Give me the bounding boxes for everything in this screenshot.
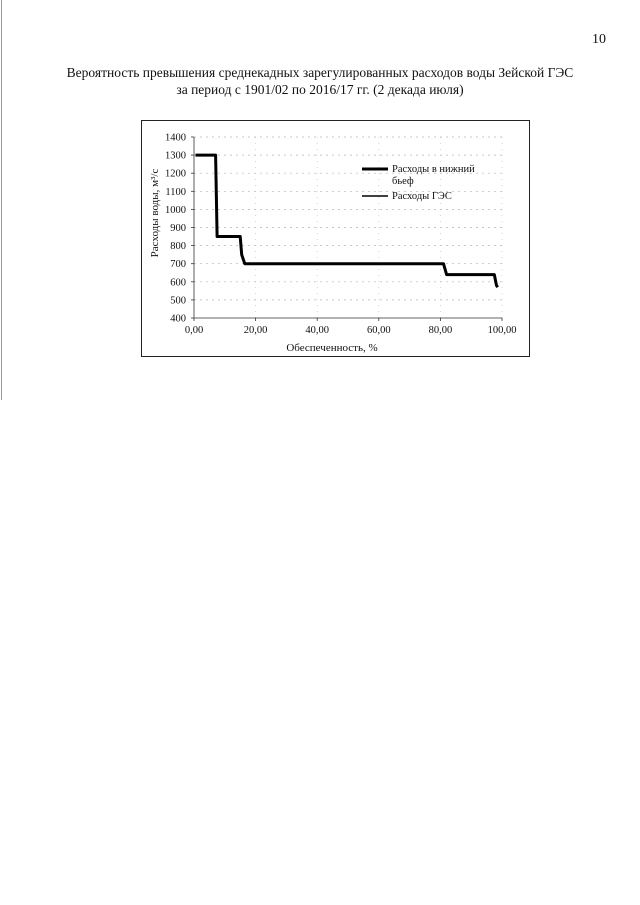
y-tick-label: 900 [170, 223, 186, 234]
x-tick-label: 60,00 [366, 325, 391, 336]
legend-label-series-2: Расходы ГЭС [392, 191, 452, 202]
x-tick-label: 100,00 [487, 325, 517, 336]
y-tick-label: 1100 [165, 186, 186, 198]
chart-title-line-2: за период с 1901/02 по 2016/17 гг. (2 декада июля) [176, 82, 464, 97]
chart-svg [142, 121, 529, 356]
y-tick-label: 700 [170, 259, 186, 271]
x-axis-label: Обеспеченность, % [286, 342, 378, 354]
y-tick-label: 800 [170, 241, 186, 253]
x-tick-label: 0,00 [184, 325, 204, 336]
legend [362, 164, 477, 202]
page-number: 10 [592, 32, 606, 47]
x-tick-labels [185, 318, 517, 336]
x-tick-label: 40,00 [305, 325, 330, 336]
legend-label-series-1-part-1: Расходы в нижний [392, 164, 475, 175]
y-tick-label: 600 [170, 277, 186, 289]
y-tick-label: 500 [170, 295, 186, 307]
y-tick-label: 1300 [165, 150, 186, 162]
y-tick-label: 1200 [165, 168, 186, 180]
x-tick-label: 80,00 [428, 325, 453, 336]
legend-label-series-1 [392, 164, 477, 187]
chart-title [40, 64, 600, 98]
y-tick-labels [165, 133, 194, 325]
chart-frame [141, 120, 530, 357]
y-tick-label: 1400 [165, 132, 186, 144]
x-tick-label: 20,00 [243, 325, 268, 336]
left-edge-mark [1, 0, 2, 400]
legend-label-series-1-part-2: бьеф [392, 176, 414, 187]
y-tick-label: 1000 [165, 204, 186, 216]
y-tick-label: 400 [170, 313, 186, 325]
chart-title-line-1: Вероятность превышения среднекадных зарегулированных расходов воды Зейской ГЭС [66, 65, 574, 80]
y-axis-label: Расходы воды, м³/с [149, 168, 161, 258]
